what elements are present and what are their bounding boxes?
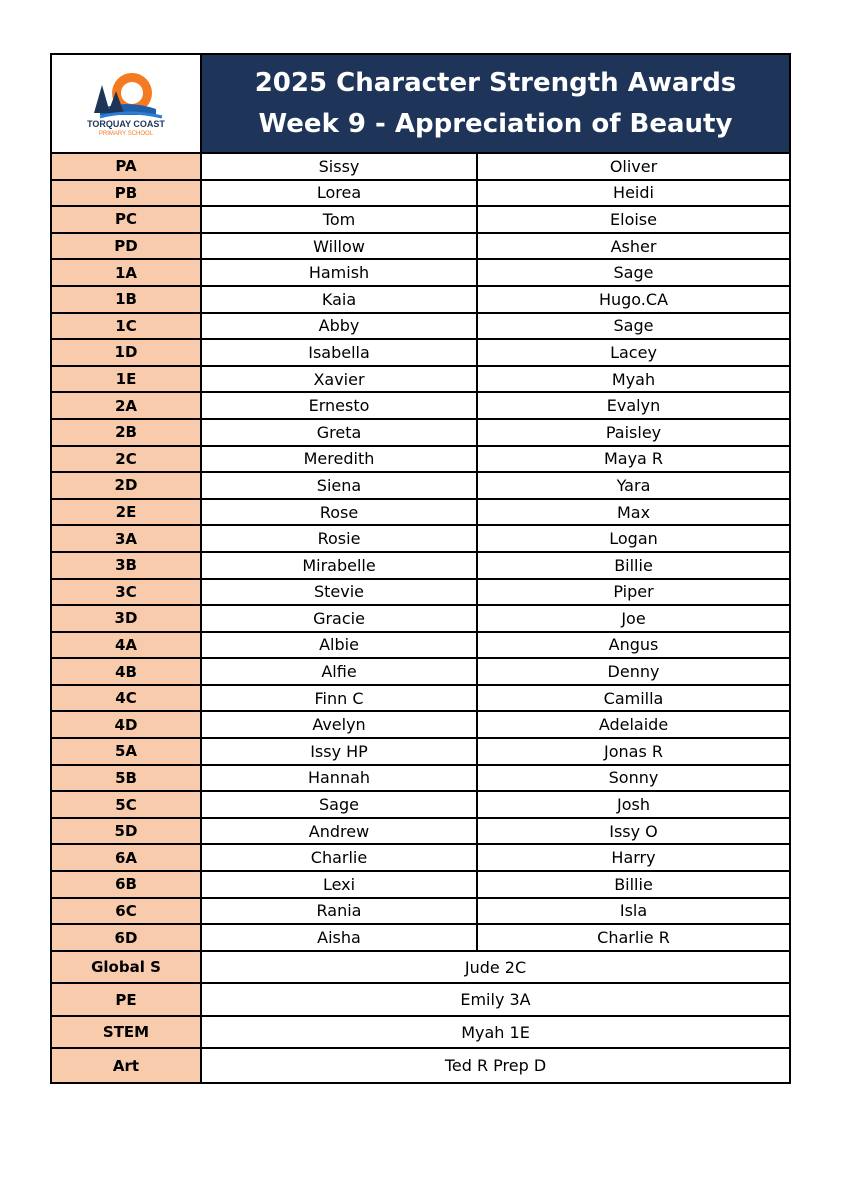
student-name: Heidi — [613, 183, 654, 203]
student-name: Billie — [614, 555, 653, 575]
student-name: Stevie — [202, 580, 478, 605]
class-code: 1A — [52, 260, 202, 285]
table-row — [52, 872, 789, 899]
award-category: Global S — [52, 952, 202, 983]
page-subtitle: Week 9 - Appreciation of Beauty — [258, 108, 733, 139]
class-code: 5D — [52, 819, 202, 844]
class-code: PC — [52, 207, 202, 232]
class-code: 6C — [52, 899, 202, 924]
table-row — [52, 314, 789, 341]
student-name: Isla — [619, 901, 648, 921]
table-row — [52, 234, 789, 261]
award-rows — [52, 154, 789, 1082]
class-code: PD — [52, 234, 202, 259]
student-name: Xavier — [202, 367, 478, 392]
student-name: Maya R — [603, 449, 664, 469]
student-name: Asher — [610, 236, 657, 256]
student-name: Oliver — [609, 156, 658, 176]
student-name: Abby — [202, 314, 478, 339]
award-recipient: Jude 2C — [464, 957, 527, 977]
table-row — [52, 393, 789, 420]
logo-subtext: PRIMARY SCHOOL — [98, 130, 154, 137]
student-name: Hugo.CA — [598, 289, 669, 309]
class-code: 1C — [52, 314, 202, 339]
student-name: Lexi — [202, 872, 478, 897]
student-name: Angus — [608, 635, 659, 655]
student-name: Sonny — [608, 768, 659, 788]
logo-text: TORQUAY COAST — [87, 118, 165, 129]
table-row — [52, 367, 789, 394]
table-row — [52, 154, 789, 181]
student-name: Hamish — [202, 260, 478, 285]
class-code: 2C — [52, 447, 202, 472]
student-name: Alfie — [202, 659, 478, 684]
table-row — [52, 633, 789, 660]
class-code: 6D — [52, 925, 202, 950]
table-row — [52, 473, 789, 500]
student-name: Kaia — [202, 287, 478, 312]
award-recipient: Myah 1E — [461, 1022, 530, 1042]
student-name: Adelaide — [598, 715, 669, 735]
student-name: Ernesto — [202, 393, 478, 418]
special-award-row — [52, 984, 789, 1017]
title-block — [202, 55, 789, 152]
table-row — [52, 819, 789, 846]
class-code: PB — [52, 181, 202, 206]
table-row — [52, 580, 789, 607]
class-code: 2D — [52, 473, 202, 498]
table-row — [52, 712, 789, 739]
table-row — [52, 526, 789, 553]
student-name: Hannah — [202, 766, 478, 791]
table-row — [52, 899, 789, 926]
student-name: Aisha — [202, 925, 478, 950]
student-name: Isabella — [202, 340, 478, 365]
student-name: Charlie R — [597, 928, 670, 948]
class-code: 4C — [52, 686, 202, 711]
class-code: 1D — [52, 340, 202, 365]
student-name: Charlie — [202, 845, 478, 870]
table-row — [52, 287, 789, 314]
award-recipient: Ted R Prep D — [444, 1056, 547, 1076]
special-award-row — [52, 952, 789, 985]
class-code: 2E — [52, 500, 202, 525]
special-award-row — [52, 1017, 789, 1050]
table-row — [52, 739, 789, 766]
table-row — [52, 659, 789, 686]
award-table — [50, 53, 791, 1084]
award-category: PE — [52, 984, 202, 1015]
class-code: 2A — [52, 393, 202, 418]
award-category: Art — [52, 1049, 202, 1082]
student-name: Paisley — [605, 422, 662, 442]
student-name: Max — [616, 502, 651, 522]
school-logo — [52, 55, 202, 152]
student-name: Sage — [202, 792, 478, 817]
student-name: Harry — [611, 848, 656, 868]
table-row — [52, 792, 789, 819]
table-row — [52, 420, 789, 447]
student-name: Myah — [611, 369, 656, 389]
student-name: Lorea — [202, 181, 478, 206]
student-name: Evalyn — [606, 396, 661, 416]
class-code: 6A — [52, 845, 202, 870]
student-name: Yara — [616, 475, 651, 495]
student-name: Albie — [202, 633, 478, 658]
class-code: 5A — [52, 739, 202, 764]
class-code: 6B — [52, 872, 202, 897]
student-name: Willow — [202, 234, 478, 259]
page-title: 2025 Character Strength Awards — [254, 67, 737, 98]
student-name: Avelyn — [202, 712, 478, 737]
table-row — [52, 181, 789, 208]
student-name: Josh — [617, 795, 650, 815]
student-name: Denny — [607, 662, 660, 682]
table-row — [52, 447, 789, 474]
student-name: Finn C — [202, 686, 478, 711]
student-name: Sage — [613, 263, 654, 283]
award-recipient: Emily 3A — [460, 990, 531, 1010]
student-name: Jonas R — [604, 741, 663, 761]
class-code: 3A — [52, 526, 202, 551]
table-row — [52, 845, 789, 872]
student-name: Lacey — [610, 342, 657, 362]
student-name: Sage — [613, 316, 654, 336]
student-name: Greta — [202, 420, 478, 445]
class-code: 1B — [52, 287, 202, 312]
table-row — [52, 260, 789, 287]
student-name: Eloise — [610, 209, 657, 229]
student-name: Issy O — [609, 821, 658, 841]
table-row — [52, 553, 789, 580]
class-code: 5C — [52, 792, 202, 817]
class-code: 4D — [52, 712, 202, 737]
special-award-row — [52, 1049, 789, 1082]
student-name: Logan — [609, 529, 658, 549]
class-code: 3B — [52, 553, 202, 578]
student-name: Rania — [202, 899, 478, 924]
student-name: Sissy — [202, 154, 478, 179]
class-code: 5B — [52, 766, 202, 791]
student-name: Andrew — [202, 819, 478, 844]
table-row — [52, 340, 789, 367]
table-row — [52, 925, 789, 952]
class-code: 3C — [52, 580, 202, 605]
student-name: Rosie — [202, 526, 478, 551]
student-name: Gracie — [202, 606, 478, 631]
award-category: STEM — [52, 1017, 202, 1048]
student-name: Piper — [613, 582, 654, 602]
student-name: Tom — [202, 207, 478, 232]
class-code: 1E — [52, 367, 202, 392]
student-name: Mirabelle — [202, 553, 478, 578]
student-name: Siena — [202, 473, 478, 498]
student-name: Rose — [202, 500, 478, 525]
table-row — [52, 766, 789, 793]
class-code: 4B — [52, 659, 202, 684]
student-name: Camilla — [603, 688, 664, 708]
table-row — [52, 500, 789, 527]
student-name: Issy HP — [202, 739, 478, 764]
table-row — [52, 686, 789, 713]
table-row — [52, 606, 789, 633]
table-header — [52, 55, 789, 154]
class-code: 3D — [52, 606, 202, 631]
student-name: Joe — [621, 608, 646, 628]
class-code: 2B — [52, 420, 202, 445]
table-row — [52, 207, 789, 234]
class-code: PA — [52, 154, 202, 179]
student-name: Meredith — [202, 447, 478, 472]
student-name: Billie — [614, 874, 653, 894]
class-code: 4A — [52, 633, 202, 658]
